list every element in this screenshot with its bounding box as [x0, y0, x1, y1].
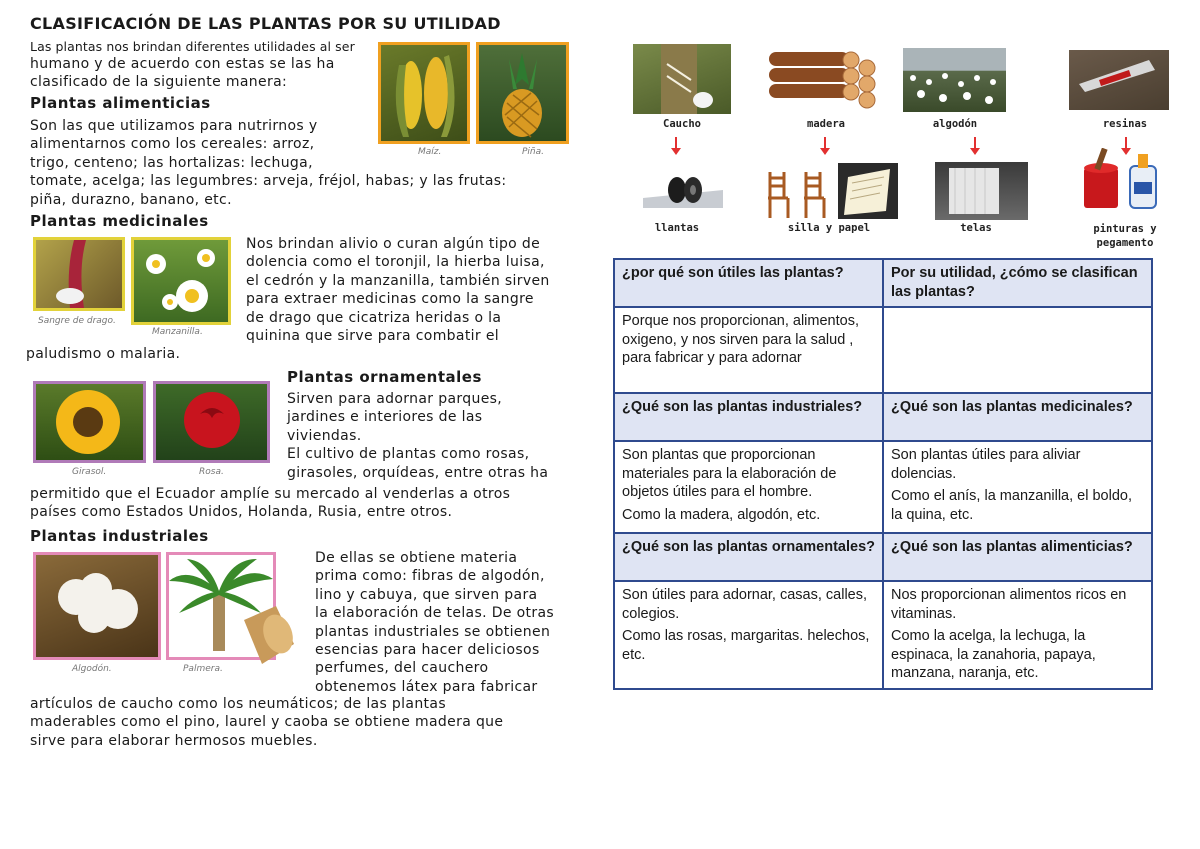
cell-text: Como la acelga, la lechuga, la espinaca, la zanahoria, papaya, manzana, naranja, etc. — [891, 628, 1096, 681]
table-cell — [614, 581, 883, 689]
text-line: maderables como el pino, laurel y caoba se obtiene madera que — [30, 714, 504, 731]
table-cell — [883, 307, 1152, 393]
table-cell — [883, 441, 1152, 533]
corn-photo — [378, 42, 470, 144]
cell-text: Son útiles para adornar, casas, calles, colegios. — [622, 587, 868, 622]
cell-text: Porque nos proporcionan, alimentos, oxigeno, y nos sirven para la salud , para fabricar y para adornar — [622, 313, 859, 366]
text-line: el cedrón y la manzanilla, también sirven — [246, 272, 550, 289]
table-header-row — [614, 533, 1152, 581]
table-cell — [614, 259, 883, 307]
cell-text: ¿por qué son útiles las plantas? — [622, 265, 844, 281]
text-line: esencias para hacer deliciosos — [315, 642, 540, 659]
sunflower-photo — [33, 381, 146, 463]
page-title: CLASIFICACIÓN DE LAS PLANTAS POR SU UTILIDAD — [30, 14, 501, 33]
label-silla-papel: silla y papel — [787, 222, 871, 234]
text-line: prima como: fibras de algodón, — [315, 568, 545, 585]
text-line: El cultivo de plantas como rosas, — [287, 446, 530, 463]
cell-text: ¿Qué son las plantas industriales? — [622, 399, 863, 415]
text-line: plantas industriales se obtienen — [315, 623, 551, 640]
table-cell — [614, 533, 883, 581]
caption-pina: Piña. — [522, 147, 545, 157]
rubber-tree-photo — [633, 44, 731, 114]
text-line: Nos brindan alivio o curan algún tipo de — [246, 236, 541, 252]
text-line: De ellas se obtiene materia — [315, 550, 518, 566]
table-row — [614, 307, 1152, 393]
tires-photo — [643, 168, 723, 208]
cell-text: Como la madera, algodón, etc. — [622, 506, 821, 523]
text-line: quinina que sirve para combatir el — [246, 328, 500, 345]
questions-table — [613, 258, 1153, 690]
cell-text: Como el anís, la manzanilla, el boldo, la quina, etc. — [891, 488, 1132, 523]
text-line: alimentarnos como los cereales: arroz, — [30, 136, 315, 153]
cell-text: Como las rosas, margaritas. helechos, etc. — [622, 628, 870, 663]
cell-text: Son plantas útiles para aliviar dolencias. — [891, 447, 1081, 482]
table-header-row — [614, 259, 1152, 307]
cell-text: ¿Qué son las plantas alimenticias? — [891, 539, 1133, 555]
cell-text: ¿Qué son las plantas ornamentales? — [622, 539, 876, 555]
label-telas: telas — [960, 222, 992, 234]
table-cell — [614, 441, 883, 533]
cell-text: ¿Qué son las plantas medicinales? — [891, 399, 1133, 415]
label-madera: madera — [807, 118, 845, 130]
wood-log-photo — [240, 604, 296, 666]
dragon-blood-photo — [33, 237, 125, 311]
heading-industriales: Plantas industriales — [30, 527, 209, 545]
caption-palmera: Palmera. — [183, 664, 223, 674]
cotton-field-photo — [903, 48, 1006, 112]
table-header-row — [614, 393, 1152, 441]
heading-alimenticias: Plantas alimenticias — [30, 94, 211, 112]
text-line: de drago que cicatriza heridas o la — [246, 309, 502, 326]
text-line: permitido que el Ecuador amplíe su mercado al venderlas a otros — [30, 486, 511, 502]
caption-girasol: Girasol. — [72, 467, 107, 477]
label-caucho: Caucho — [663, 118, 701, 130]
pineapple-photo — [476, 42, 569, 144]
text-line: piña, durazno, banano, etc. — [30, 191, 232, 208]
caption-algodon: Algodón. — [72, 664, 112, 674]
heading-medicinales: Plantas medicinales — [30, 212, 209, 230]
text-ornamentales-wide — [30, 485, 510, 522]
caption-manzanilla: Manzanilla. — [152, 327, 203, 337]
arrow-down-icon — [675, 137, 677, 149]
table-row — [614, 581, 1152, 689]
text-line: obtenemos látex para fabricar — [315, 678, 538, 695]
intro-line-1: Las plantas nos brindan diferentes utilidades al ser — [30, 39, 355, 54]
text-line: viviendas. — [287, 427, 362, 444]
table-cell — [614, 307, 883, 393]
caption-rosa: Rosa. — [199, 467, 224, 477]
cotton-photo — [33, 552, 161, 660]
text-line: trigo, centeno; las hortalizas: lechuga, — [30, 154, 313, 171]
cell-text: Por su utilidad, ¿cómo se clasifican las plantas? — [891, 265, 1138, 300]
chamomile-photo — [131, 237, 231, 325]
textile-photo — [935, 162, 1028, 220]
logs-photo — [765, 44, 883, 110]
cell-text: Nos proporcionan alimentos ricos en vitaminas. — [891, 587, 1127, 622]
text-industriales — [315, 549, 554, 696]
intro-line-3: clasificado de la siguiente manera: — [30, 74, 288, 90]
heading-ornamentales: Plantas ornamentales — [287, 368, 482, 386]
text-line: artículos de caucho como los neumáticos; de las plantas — [30, 696, 446, 712]
text-line: lino y cabuya, que sirven para — [315, 586, 538, 603]
text-line: paludismo o malaria. — [26, 346, 181, 362]
text-line: países como Estados Unidos, Holanda, Rusia, entre otros. — [30, 504, 453, 521]
text-medicinales — [246, 235, 550, 345]
resin-photo — [1069, 50, 1169, 110]
text-line: dolencia como el toronjil, la hierba luisa, — [246, 254, 545, 271]
label-llantas: llantas — [654, 222, 700, 234]
text-line: sirve para elaborar hermosos muebles. — [30, 732, 318, 749]
text-ornamentales — [287, 390, 548, 482]
text-line: Sirven para adornar parques, — [287, 391, 503, 407]
text-line: para extraer medicinas como la sangre — [246, 291, 534, 308]
text-line: Son las que utilizamos para nutrirnos y — [30, 118, 318, 134]
caption-sangre-drago: Sangre de drago. — [38, 316, 116, 326]
text-line: jardines e interiores de las — [287, 409, 483, 426]
text-line: girasoles, orquídeas, entre otras ha — [287, 464, 549, 481]
table-row — [614, 441, 1152, 533]
table-cell — [883, 533, 1152, 581]
arrow-down-icon — [824, 137, 826, 149]
table-cell — [883, 393, 1152, 441]
text-industriales-wide — [30, 695, 503, 750]
text-line: tomate, acelga; las legumbres: arveja, fréjol, habas; y las frutas: — [30, 173, 507, 190]
rose-photo — [153, 381, 270, 463]
caption-maiz: Maíz. — [418, 147, 442, 157]
cell-text: Son plantas que proporcionan materiales para la elaboración de objetos útiles para el hombre. — [622, 447, 837, 500]
text-line: perfumes, del cauchero — [315, 660, 489, 677]
label-resinas: resinas — [1102, 118, 1148, 130]
label-pinturas-pegamento: pinturas y pegamento — [1093, 223, 1157, 249]
paper-photo — [838, 163, 898, 219]
intro-line-2: humano y de acuerdo con estas se las ha — [30, 56, 335, 72]
chairs-photo — [762, 168, 836, 220]
paint-glue-photo — [1080, 148, 1164, 212]
table-cell — [614, 393, 883, 441]
arrow-down-icon — [974, 137, 976, 149]
text-line: la elaboración de telas. De otras — [315, 605, 555, 622]
table-cell — [883, 259, 1152, 307]
table-cell — [883, 581, 1152, 689]
label-algodon: algodón — [932, 118, 978, 130]
